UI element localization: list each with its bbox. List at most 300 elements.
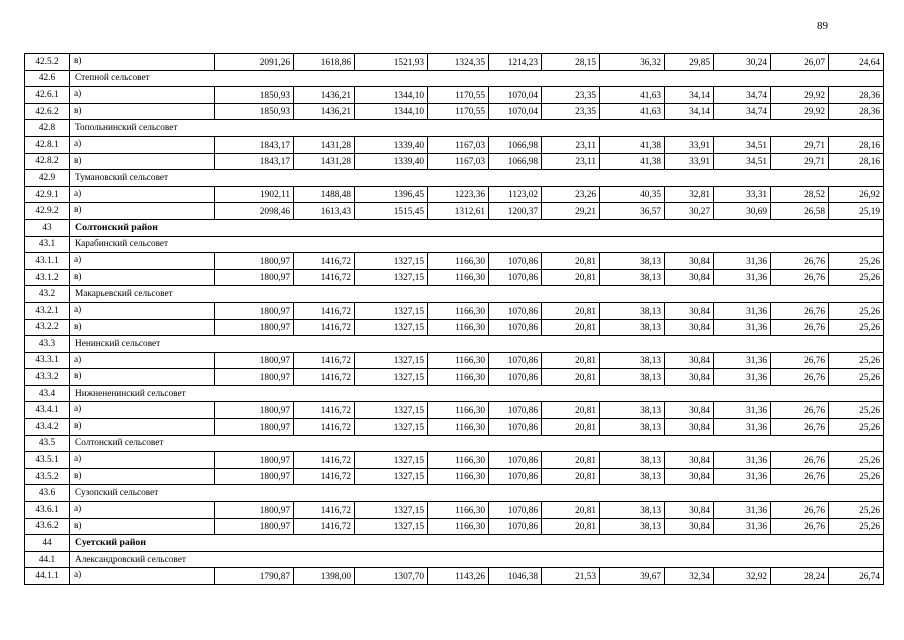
row-subitem: а) [70, 302, 215, 319]
value-cell: 26,76 [771, 302, 829, 319]
value-cell: 1800,97 [215, 369, 294, 386]
value-cell: 1800,97 [215, 419, 294, 436]
value-cell: 1166,30 [428, 402, 489, 419]
value-cell: 28,36 [829, 103, 884, 120]
value-cell: 29,71 [771, 136, 829, 153]
value-cell: 30,84 [665, 468, 714, 485]
value-cell: 1070,86 [489, 302, 542, 319]
row-code: 43 [25, 219, 70, 236]
row-subitem: а) [70, 136, 215, 153]
value-cell: 25,26 [829, 352, 884, 369]
value-cell: 31,36 [714, 269, 771, 286]
value-cell: 30,84 [665, 452, 714, 469]
value-cell: 29,92 [771, 103, 829, 120]
row-code: 43.5.2 [25, 468, 70, 485]
value-cell: 30,84 [665, 419, 714, 436]
value-cell: 31,36 [714, 369, 771, 386]
value-cell: 38,13 [600, 419, 665, 436]
value-cell: 1170,55 [428, 103, 489, 120]
value-cell: 34,51 [714, 153, 771, 170]
row-subitem: а) [70, 186, 215, 203]
value-cell: 1327,15 [355, 302, 428, 319]
value-cell: 33,31 [714, 186, 771, 203]
value-cell: 1902,11 [215, 186, 294, 203]
row-subitem: а) [70, 568, 215, 585]
value-cell: 1416,72 [294, 302, 355, 319]
value-cell: 1166,30 [428, 369, 489, 386]
value-cell: 1800,97 [215, 253, 294, 270]
value-cell: 25,26 [829, 319, 884, 336]
value-cell: 26,76 [771, 518, 829, 535]
row-subitem: в) [70, 269, 215, 286]
value-cell: 28,16 [829, 153, 884, 170]
value-cell: 2098,46 [215, 203, 294, 220]
value-cell: 1066,98 [489, 136, 542, 153]
value-cell: 34,14 [665, 103, 714, 120]
value-cell: 31,36 [714, 319, 771, 336]
row-code: 43.6 [25, 485, 70, 502]
table-row [25, 203, 884, 220]
value-cell: 26,76 [771, 468, 829, 485]
table-row [25, 87, 884, 104]
row-subitem: в) [70, 319, 215, 336]
value-cell: 33,91 [665, 136, 714, 153]
section-header-row [25, 435, 884, 452]
section-title: Карабинский сельсовет [70, 236, 884, 253]
row-subitem: а) [70, 452, 215, 469]
value-cell: 1123,02 [489, 186, 542, 203]
value-cell: 1167,03 [428, 153, 489, 170]
value-cell: 26,07 [771, 54, 829, 71]
value-cell: 1070,86 [489, 402, 542, 419]
value-cell: 1327,15 [355, 269, 428, 286]
row-code: 43.4.1 [25, 402, 70, 419]
value-cell: 1327,15 [355, 369, 428, 386]
row-code: 42.9 [25, 170, 70, 187]
value-cell: 25,26 [829, 518, 884, 535]
value-cell: 1166,30 [428, 502, 489, 519]
value-cell: 38,13 [600, 369, 665, 386]
value-cell: 1416,72 [294, 319, 355, 336]
row-code: 43.1.1 [25, 253, 70, 270]
value-cell: 1800,97 [215, 402, 294, 419]
row-subitem: в) [70, 203, 215, 220]
value-cell: 38,13 [600, 518, 665, 535]
value-cell: 38,13 [600, 319, 665, 336]
row-code: 43.3.1 [25, 352, 70, 369]
value-cell: 1070,86 [489, 452, 542, 469]
row-subitem: в) [70, 153, 215, 170]
value-cell: 2091,26 [215, 54, 294, 71]
value-cell: 20,81 [542, 369, 600, 386]
table-row [25, 369, 884, 386]
table-row [25, 402, 884, 419]
value-cell: 32,81 [665, 186, 714, 203]
value-cell: 28,15 [542, 54, 600, 71]
row-code: 43.6.2 [25, 518, 70, 535]
table-row [25, 319, 884, 336]
value-cell: 28,36 [829, 87, 884, 104]
value-cell: 41,38 [600, 153, 665, 170]
value-cell: 1436,21 [294, 103, 355, 120]
value-cell: 1170,55 [428, 87, 489, 104]
value-cell: 38,13 [600, 502, 665, 519]
row-code: 43.2.1 [25, 302, 70, 319]
value-cell: 38,13 [600, 468, 665, 485]
row-subitem: а) [70, 253, 215, 270]
value-cell: 1800,97 [215, 319, 294, 336]
value-cell: 1070,04 [489, 103, 542, 120]
value-cell: 1066,98 [489, 153, 542, 170]
value-cell: 38,13 [600, 253, 665, 270]
value-cell: 32,92 [714, 568, 771, 585]
value-cell: 1166,30 [428, 269, 489, 286]
value-cell: 1431,28 [294, 136, 355, 153]
value-cell: 25,19 [829, 203, 884, 220]
value-cell: 34,74 [714, 103, 771, 120]
value-cell: 1070,86 [489, 468, 542, 485]
value-cell: 41,63 [600, 87, 665, 104]
row-subitem: в) [70, 103, 215, 120]
district-title: Солтонский район [70, 219, 884, 236]
value-cell: 1070,04 [489, 87, 542, 104]
value-cell: 20,81 [542, 518, 600, 535]
row-subitem: а) [70, 402, 215, 419]
row-code: 42.9.1 [25, 186, 70, 203]
value-cell: 1416,72 [294, 452, 355, 469]
value-cell: 25,26 [829, 269, 884, 286]
value-cell: 29,85 [665, 54, 714, 71]
value-cell: 25,26 [829, 302, 884, 319]
value-cell: 34,51 [714, 136, 771, 153]
value-cell: 30,84 [665, 302, 714, 319]
value-cell: 1488,48 [294, 186, 355, 203]
value-cell: 1431,28 [294, 153, 355, 170]
value-cell: 30,84 [665, 402, 714, 419]
table-row [25, 352, 884, 369]
section-title: Тумановский сельсовет [70, 170, 884, 187]
value-cell: 21,53 [542, 568, 600, 585]
row-code: 42.6.2 [25, 103, 70, 120]
value-cell: 1416,72 [294, 518, 355, 535]
value-cell: 25,26 [829, 452, 884, 469]
value-cell: 41,63 [600, 103, 665, 120]
value-cell: 1521,93 [355, 54, 428, 71]
value-cell: 36,32 [600, 54, 665, 71]
value-cell: 1166,30 [428, 518, 489, 535]
value-cell: 23,11 [542, 153, 600, 170]
value-cell: 1143,26 [428, 568, 489, 585]
value-cell: 1396,45 [355, 186, 428, 203]
value-cell: 31,36 [714, 468, 771, 485]
value-cell: 30,84 [665, 269, 714, 286]
value-cell: 26,76 [771, 319, 829, 336]
row-code: 42.5.2 [25, 54, 70, 71]
row-subitem: в) [70, 468, 215, 485]
value-cell: 1843,17 [215, 153, 294, 170]
value-cell: 20,81 [542, 302, 600, 319]
value-cell: 1843,17 [215, 136, 294, 153]
value-cell: 30,84 [665, 253, 714, 270]
value-cell: 39,67 [600, 568, 665, 585]
value-cell: 31,36 [714, 253, 771, 270]
value-cell: 1327,15 [355, 352, 428, 369]
value-cell: 20,81 [542, 452, 600, 469]
page-number: 89 [817, 20, 828, 32]
section-title: Сузопский сельсовет [70, 485, 884, 502]
row-code: 42.8.1 [25, 136, 70, 153]
value-cell: 1850,93 [215, 87, 294, 104]
value-cell: 34,74 [714, 87, 771, 104]
row-code: 43.2.2 [25, 319, 70, 336]
value-cell: 1070,86 [489, 518, 542, 535]
value-cell: 25,26 [829, 402, 884, 419]
section-title: Макарьевский сельсовет [70, 286, 884, 303]
row-subitem: в) [70, 54, 215, 71]
value-cell: 26,76 [771, 502, 829, 519]
value-cell: 1070,86 [489, 269, 542, 286]
value-cell: 1046,38 [489, 568, 542, 585]
section-title: Степной сельсовет [70, 70, 884, 87]
value-cell: 1416,72 [294, 352, 355, 369]
table-row [25, 136, 884, 153]
section-title: Солтонский сельсовет [70, 435, 884, 452]
row-subitem: в) [70, 369, 215, 386]
value-cell: 26,76 [771, 369, 829, 386]
value-cell: 26,92 [829, 186, 884, 203]
value-cell: 1800,97 [215, 452, 294, 469]
row-code: 43.4.2 [25, 419, 70, 436]
table-row [25, 302, 884, 319]
section-header-row [25, 70, 884, 87]
value-cell: 41,38 [600, 136, 665, 153]
value-cell: 31,36 [714, 302, 771, 319]
value-cell: 38,13 [600, 452, 665, 469]
value-cell: 1800,97 [215, 518, 294, 535]
value-cell: 32,34 [665, 568, 714, 585]
section-title: Ненинский сельсовет [70, 336, 884, 353]
value-cell: 29,21 [542, 203, 600, 220]
value-cell: 20,81 [542, 402, 600, 419]
value-cell: 20,81 [542, 502, 600, 519]
value-cell: 1436,21 [294, 87, 355, 104]
value-cell: 31,36 [714, 419, 771, 436]
district-row [25, 535, 884, 552]
value-cell: 26,76 [771, 269, 829, 286]
table-row [25, 54, 884, 71]
value-cell: 30,24 [714, 54, 771, 71]
value-cell: 38,13 [600, 402, 665, 419]
value-cell: 1344,10 [355, 87, 428, 104]
value-cell: 28,16 [829, 136, 884, 153]
row-code: 43.1.2 [25, 269, 70, 286]
value-cell: 30,84 [665, 502, 714, 519]
value-cell: 28,52 [771, 186, 829, 203]
district-row [25, 219, 884, 236]
value-cell: 1800,97 [215, 269, 294, 286]
value-cell: 1070,86 [489, 352, 542, 369]
table-row [25, 568, 884, 585]
row-subitem: в) [70, 518, 215, 535]
value-cell: 25,26 [829, 468, 884, 485]
value-cell: 20,81 [542, 269, 600, 286]
value-cell: 1339,40 [355, 153, 428, 170]
value-cell: 36,57 [600, 203, 665, 220]
value-cell: 1618,86 [294, 54, 355, 71]
value-cell: 31,36 [714, 502, 771, 519]
row-code: 44.1.1 [25, 568, 70, 585]
value-cell: 24,64 [829, 54, 884, 71]
section-title: Топольнинский сельсовет [70, 120, 884, 137]
value-cell: 31,36 [714, 352, 771, 369]
section-title: Нижнененинский сельсовет [70, 385, 884, 402]
row-code: 43.4 [25, 385, 70, 402]
value-cell: 1327,15 [355, 502, 428, 519]
row-code: 43.6.1 [25, 502, 70, 519]
value-cell: 1312,61 [428, 203, 489, 220]
row-subitem: а) [70, 87, 215, 104]
value-cell: 1344,10 [355, 103, 428, 120]
section-header-row [25, 551, 884, 568]
value-cell: 26,58 [771, 203, 829, 220]
value-cell: 1327,15 [355, 319, 428, 336]
section-header-row [25, 385, 884, 402]
row-code: 42.8 [25, 120, 70, 137]
table-row [25, 269, 884, 286]
value-cell: 1070,86 [489, 502, 542, 519]
value-cell: 30,84 [665, 518, 714, 535]
row-code: 42.6 [25, 70, 70, 87]
value-cell: 26,76 [771, 452, 829, 469]
value-cell: 26,76 [771, 419, 829, 436]
value-cell: 1166,30 [428, 468, 489, 485]
value-cell: 1327,15 [355, 468, 428, 485]
section-header-row [25, 485, 884, 502]
value-cell: 1800,97 [215, 302, 294, 319]
value-cell: 26,76 [771, 352, 829, 369]
value-cell: 1398,00 [294, 568, 355, 585]
value-cell: 25,26 [829, 253, 884, 270]
value-cell: 31,36 [714, 452, 771, 469]
value-cell: 1339,40 [355, 136, 428, 153]
table-row [25, 419, 884, 436]
value-cell: 20,81 [542, 419, 600, 436]
value-cell: 20,81 [542, 253, 600, 270]
value-cell: 1613,43 [294, 203, 355, 220]
section-header-row [25, 286, 884, 303]
value-cell: 1166,30 [428, 419, 489, 436]
value-cell: 26,76 [771, 253, 829, 270]
value-cell: 1327,15 [355, 518, 428, 535]
value-cell: 30,69 [714, 203, 771, 220]
row-code: 42.9.2 [25, 203, 70, 220]
row-code: 43.3 [25, 336, 70, 353]
value-cell: 38,13 [600, 269, 665, 286]
value-cell: 25,26 [829, 369, 884, 386]
row-code: 43.2 [25, 286, 70, 303]
value-cell: 1307,70 [355, 568, 428, 585]
table-row [25, 468, 884, 485]
value-cell: 20,81 [542, 468, 600, 485]
value-cell: 29,71 [771, 153, 829, 170]
row-code: 42.8.2 [25, 153, 70, 170]
value-cell: 1800,97 [215, 352, 294, 369]
value-cell: 26,76 [771, 402, 829, 419]
value-cell: 1070,86 [489, 369, 542, 386]
table-row [25, 103, 884, 120]
value-cell: 1416,72 [294, 369, 355, 386]
row-code: 43.5.1 [25, 452, 70, 469]
value-cell: 1166,30 [428, 253, 489, 270]
table-row [25, 518, 884, 535]
value-cell: 1515,45 [355, 203, 428, 220]
section-header-row [25, 236, 884, 253]
section-header-row [25, 336, 884, 353]
value-cell: 1416,72 [294, 253, 355, 270]
section-header-row [25, 120, 884, 137]
value-cell: 26,74 [829, 568, 884, 585]
value-cell: 23,35 [542, 103, 600, 120]
row-code: 43.5 [25, 435, 70, 452]
value-cell: 1324,35 [428, 54, 489, 71]
row-subitem: в) [70, 419, 215, 436]
value-cell: 1416,72 [294, 402, 355, 419]
row-code: 44.1 [25, 551, 70, 568]
value-cell: 1790,87 [215, 568, 294, 585]
row-code: 43.1 [25, 236, 70, 253]
value-cell: 1166,30 [428, 302, 489, 319]
district-title: Суетский район [70, 535, 884, 552]
value-cell: 29,92 [771, 87, 829, 104]
value-cell: 1327,15 [355, 452, 428, 469]
value-cell: 1166,30 [428, 452, 489, 469]
value-cell: 1166,30 [428, 319, 489, 336]
value-cell: 1416,72 [294, 419, 355, 436]
table-row [25, 186, 884, 203]
row-subitem: а) [70, 502, 215, 519]
value-cell: 1416,72 [294, 502, 355, 519]
row-code: 42.6.1 [25, 87, 70, 104]
value-cell: 25,26 [829, 419, 884, 436]
row-code: 44 [25, 535, 70, 552]
value-cell: 31,36 [714, 402, 771, 419]
row-code: 43.3.2 [25, 369, 70, 386]
value-cell: 33,91 [665, 153, 714, 170]
value-cell: 1223,36 [428, 186, 489, 203]
value-cell: 1200,37 [489, 203, 542, 220]
value-cell: 1850,93 [215, 103, 294, 120]
value-cell: 23,35 [542, 87, 600, 104]
row-subitem: а) [70, 352, 215, 369]
value-cell: 20,81 [542, 352, 600, 369]
value-cell: 1327,15 [355, 253, 428, 270]
value-cell: 30,27 [665, 203, 714, 220]
value-cell: 23,26 [542, 186, 600, 203]
value-cell: 25,26 [829, 502, 884, 519]
value-cell: 1327,15 [355, 419, 428, 436]
value-cell: 1214,23 [489, 54, 542, 71]
value-cell: 23,11 [542, 136, 600, 153]
value-cell: 34,14 [665, 87, 714, 104]
value-cell: 20,81 [542, 319, 600, 336]
table-row [25, 452, 884, 469]
value-cell: 38,13 [600, 302, 665, 319]
value-cell: 31,36 [714, 518, 771, 535]
value-cell: 1167,03 [428, 136, 489, 153]
value-cell: 1800,97 [215, 502, 294, 519]
value-cell: 28,24 [771, 568, 829, 585]
value-cell: 1166,30 [428, 352, 489, 369]
